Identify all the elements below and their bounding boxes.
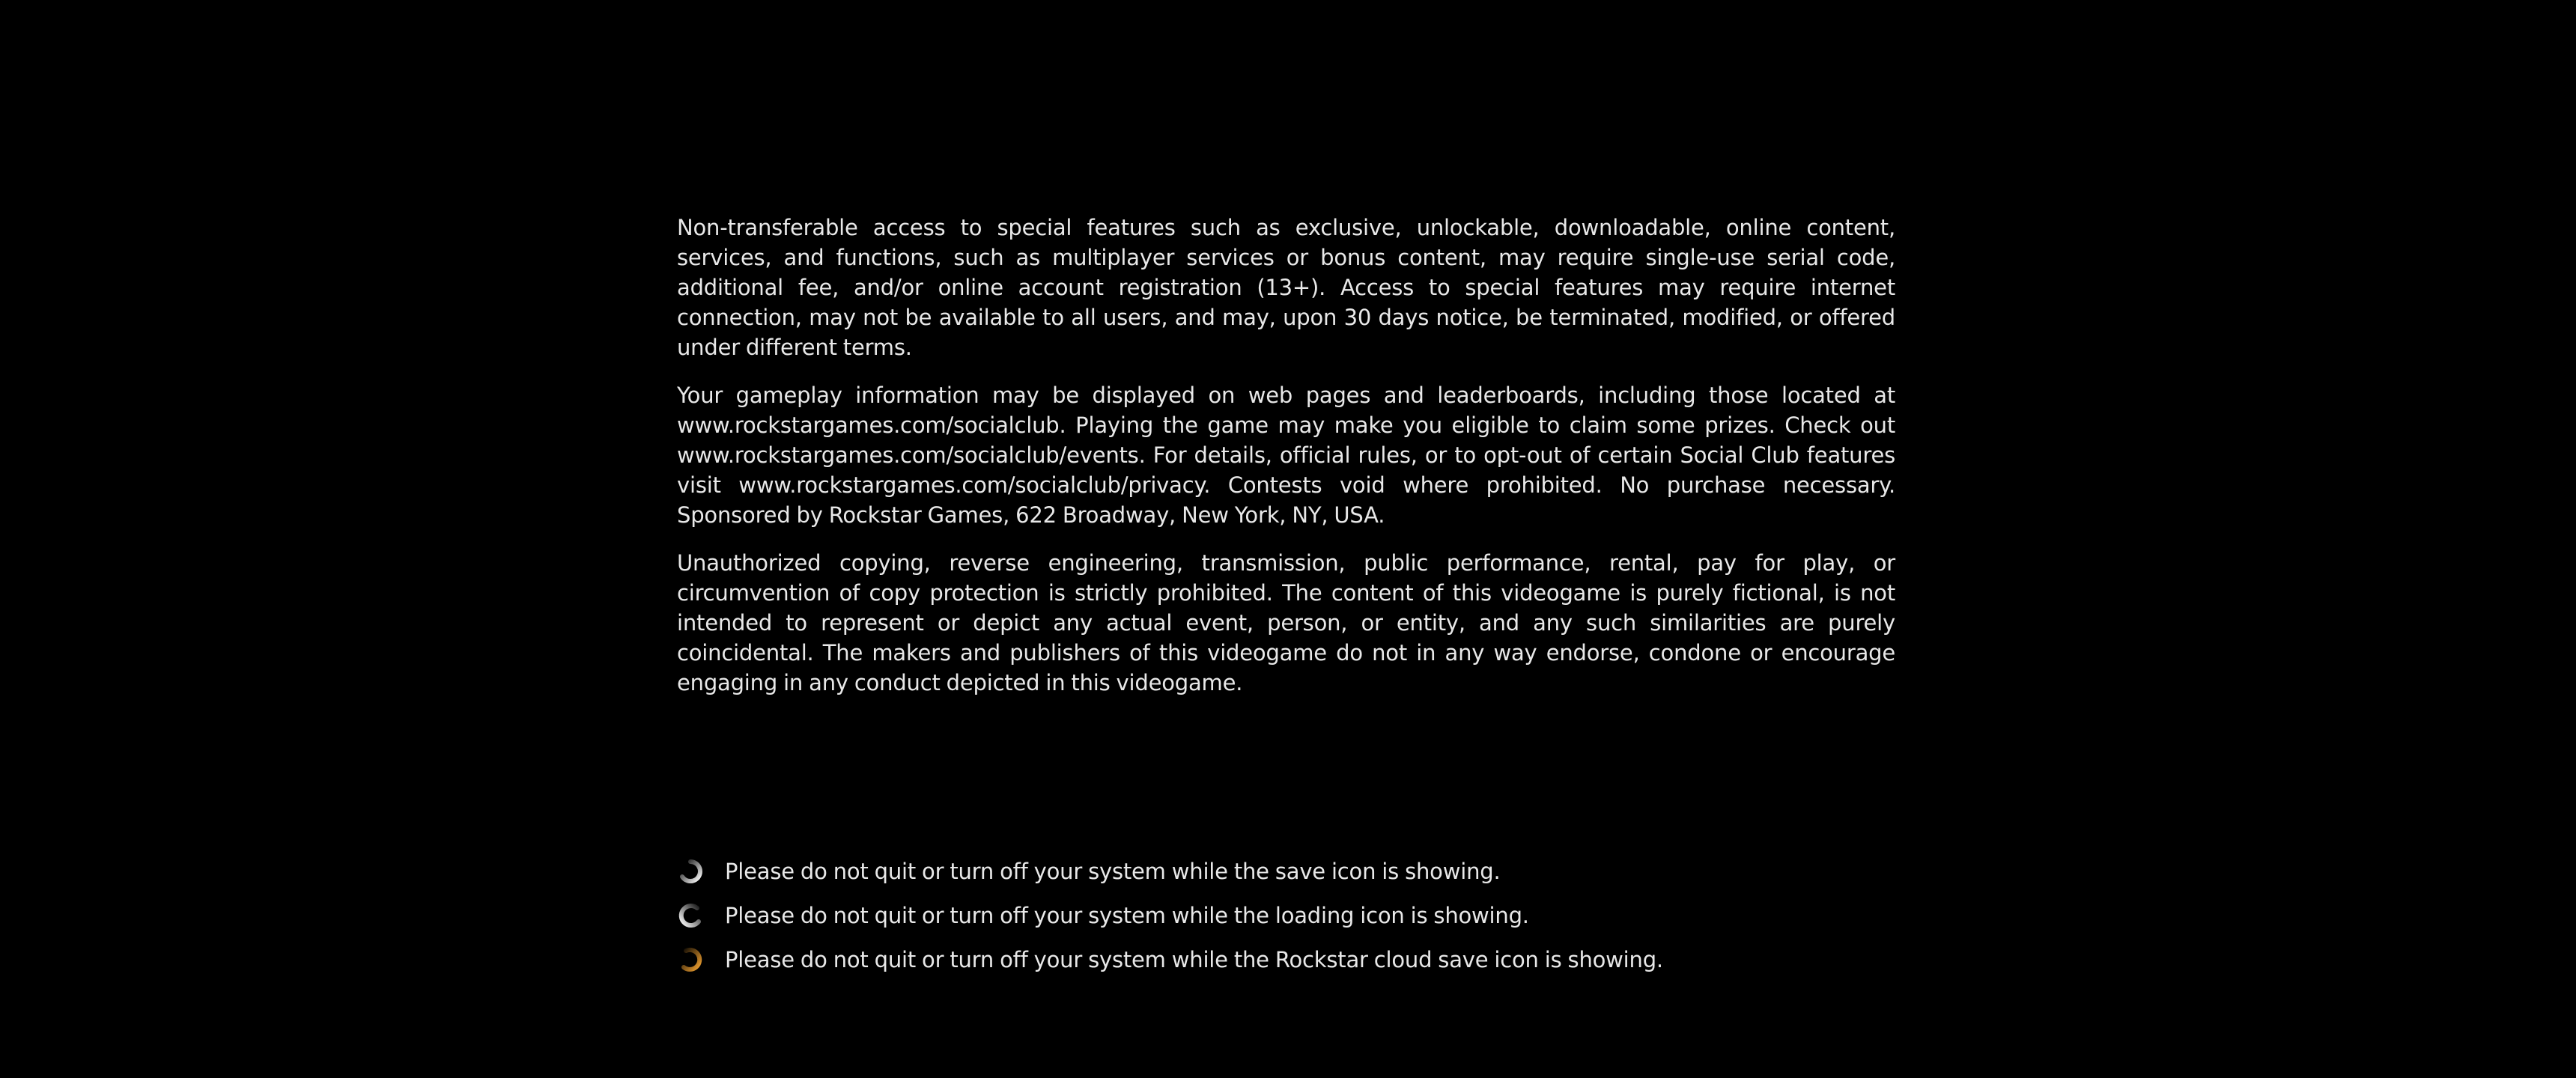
loading-icon bbox=[677, 902, 704, 929]
legal-paragraph-social-club: Your gameplay information may be displayed on web pages and leaderboards, including those located at www.rockstargames.com/socialclub. Playing the game may make you eligible to claim some prizes. Check out www.rockstargames.com/socialclub/events. For details, official rules, or to opt-out of certain Social Club features visit www.rockstargames.com/socialclub/privacy. Contests void where prohibited. No purchase necessary. Sponsored by Rockstar Games, 622 Broadway, New York, NY, USA. bbox=[677, 383, 1895, 528]
save-icon bbox=[677, 858, 704, 885]
system-notices bbox=[677, 849, 1663, 981]
notice-save bbox=[677, 849, 1663, 893]
cloud-save-icon bbox=[677, 946, 704, 973]
notice-save-text: Please do not quit or turn off your system while the save icon is showing. bbox=[725, 858, 1501, 884]
notice-cloud-save bbox=[677, 937, 1663, 981]
notice-loading-text: Please do not quit or turn off your system while the loading icon is showing. bbox=[725, 902, 1529, 928]
legal-text-block bbox=[677, 213, 1895, 716]
notice-cloud-save-text: Please do not quit or turn off your system while the Rockstar cloud save icon is showing. bbox=[725, 946, 1663, 972]
notice-loading bbox=[677, 893, 1663, 937]
legal-paragraph-online-features: Non-transferable access to special features such as exclusive, unlockable, downloadable, online content, services, and functions, such as multiplayer services or bonus content, may require single-use serial code, additional fee, and/or online account registration (13+). Access to special features may require internet connection, may not be available to all users, and may, upon 30 days notice, be terminated, modified, or offered under different terms. bbox=[677, 215, 1895, 360]
legal-paragraph-copy-protection: Unauthorized copying, reverse engineering, transmission, public performance, rental, pay for play, or circumvention of copy protection is strictly prohibited. The content of this videogame is purely fictional, is not intended to represent or depict any actual event, person, or entity, and any such similarities are purely coincidental. The makers and publishers of this videogame do not in any way endorse, condone or encourage engaging in any conduct depicted in this videogame. bbox=[677, 550, 1895, 695]
